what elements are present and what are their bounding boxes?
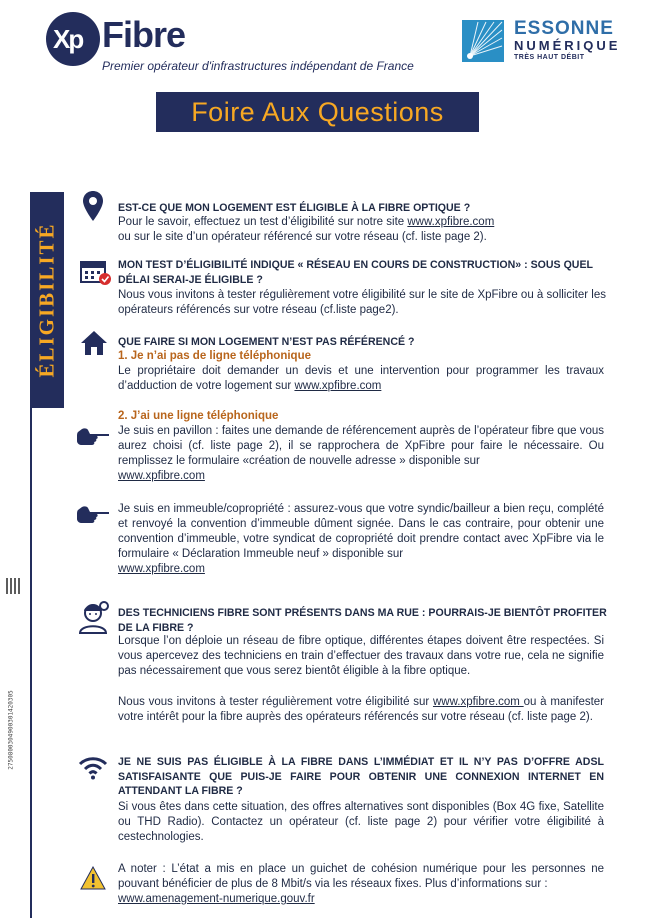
q3-case1-title: 1. Je n’ai pas de ligne téléphonique — [118, 350, 311, 362]
essonne-numerique-logo — [462, 18, 642, 66]
q1-link[interactable]: www.xpfibre.com — [407, 216, 495, 228]
pointing-hand-icon — [76, 504, 110, 524]
pointing-hand-icon — [76, 426, 110, 446]
section-divider-line — [30, 408, 32, 918]
essonne-line2: NUMÉRIQUE — [514, 38, 621, 53]
q4-para1: Lorsque l’on déploie un réseau de fibre optique, différentes étapes doivent être respectées. Si vous apercevez des techniciens en train d’effectuer des travaux dans votre rue, cela ne signifie pas nécessairement que vous serez bientôt éligible à la fibre optique. — [118, 635, 604, 677]
location-pin-icon — [82, 190, 104, 222]
xpfibre-logo — [46, 12, 426, 72]
q2-question: MON TEST D’ÉLIGIBILITÉ INDIQUE « RÉSEAU EN COURS DE CONSTRUCTION» : SOUS QUEL DÉLAI SERAI-JE ÉLIGIBLE ? — [118, 259, 593, 286]
essonne-logo-mark — [462, 20, 504, 62]
q4-question: DES TECHNICIENS FIBRE SONT PRÉSENTS DANS MA RUE : POURRAIS-JE BIENTÔT PROFITER DE LA FIBRE ? — [118, 607, 607, 634]
q3-case1-link[interactable]: www.xpfibre.com — [294, 380, 382, 392]
q1-question: EST-CE QUE MON LOGEMENT EST ÉLIGIBLE À LA FIBRE OPTIQUE ? — [118, 202, 471, 214]
q3-question: QUE FAIRE SI MON LOGEMENT N’EST PAS RÉFÉRENCÉ ? — [118, 336, 415, 348]
note-text: A noter : L’état a mis en place un guichet de cohésion numérique pour les personnes ne pouvant bénéficier de plus de 8 Mbit/s via les réseaux fixes. Plus d’informations sur : www.amenagement-numerique.gouv.fr — [118, 863, 604, 905]
q3-case2-link[interactable]: www.xpfibre.com — [118, 470, 205, 482]
q1-answer: Pour le savoir, effectuez un test d’éligibilité sur notre site www.xpfibre.com ou sur le site d’un opérateur référencé sur votre réseau (cf. liste page 2). — [118, 216, 495, 243]
document-code: 2750800304900301420305 — [7, 690, 15, 770]
xpfibre-logo-mark: Xp — [46, 12, 100, 66]
xpfibre-tagline: Premier opérateur d'infrastructures indépendant de France — [102, 59, 414, 73]
section-label-bar — [30, 192, 64, 408]
q3-case3-text: Je suis en immeuble/copropriété : assurez-vous que votre syndic/bailleur a bien reçu, complété et renvoyé la convention d’immeuble dûment signée. Dans le cas contraire, pour obtenir une convention d’immeuble, votre syndicat de copropriété doit prendre contact avec XpFibre via le formulaire « Déclaration Immeuble neuf » disponible sur www.xpfibre.com — [118, 503, 604, 575]
house-icon — [80, 330, 108, 356]
essonne-line1: ESSONNE — [514, 18, 614, 39]
note-link[interactable]: www.amenagement-numerique.gouv.fr — [118, 893, 315, 905]
q5-answer: Si vous êtes dans cette situation, des offres alternatives sont disponibles (Box 4G fixe, Satellite ou THD Radio). Contactez un opérateur (cf. liste page 2) pour vérifier votre éligibilité à cestechnologies. — [118, 801, 604, 843]
xpfibre-logo-word: Fibre — [102, 14, 186, 55]
section-label: ÉLIGIBILITÉ — [34, 222, 59, 378]
calendar-icon — [80, 258, 112, 286]
essonne-line3: TRÈS HAUT DÉBIT — [514, 54, 585, 61]
wifi-icon — [78, 756, 108, 780]
barcode-icon — [6, 578, 20, 594]
q3-case3-link[interactable]: www.xpfibre.com — [118, 563, 205, 575]
essonne-rays-icon — [462, 20, 504, 62]
q5-question: JE NE SUIS PAS ÉLIGIBLE À LA FIBRE DANS L’IMMÉDIAT ET IL N’Y PAS D’OFFRE ADSL SATISFAISANTE QUE PUIS-JE FAIRE POUR OBTENIR UNE CONNEXION INTERNET EN ATTENDANT LA FIBRE ? — [118, 756, 604, 797]
q2-answer: Nous vous invitons à tester régulièrement votre éligibilité sur le site de XpFibre ou à solliciter les opérateurs référencés sur votre réseau (cf.liste page2). — [118, 289, 606, 316]
q3-case2-text: Je suis en pavillon : faites une demande de référencement auprès de l’opérateur fibre que vous aurez choisi (cf. liste page 2), il se rapprochera de XpFibre pour faire le nécessaire. Ou remplissez le formulaire «création de nouvelle adresse » disponible sur www.xpfibre.com — [118, 425, 604, 482]
warning-icon — [80, 866, 106, 890]
q3-case2-title: 2. J’ai une ligne téléphonique — [118, 410, 279, 422]
q4-para2: Nous vous invitons à tester régulièrement votre éligibilité sur www.xpfibre.com ou à manifester votre intérêt pour la fibre auprès des opérateurs référencés sur votre réseau (cf. liste page 2). — [118, 696, 605, 723]
q3-case1-text: Le propriétaire doit demander un devis et une intervention pour programmer les travaux d’adduction de votre logement sur www.xpfibre.com — [118, 365, 604, 392]
q4-link[interactable]: www.xpfibre.com — [432, 696, 524, 708]
technician-icon — [76, 600, 110, 634]
page-title-banner: Foire Aux Questions — [156, 92, 479, 132]
